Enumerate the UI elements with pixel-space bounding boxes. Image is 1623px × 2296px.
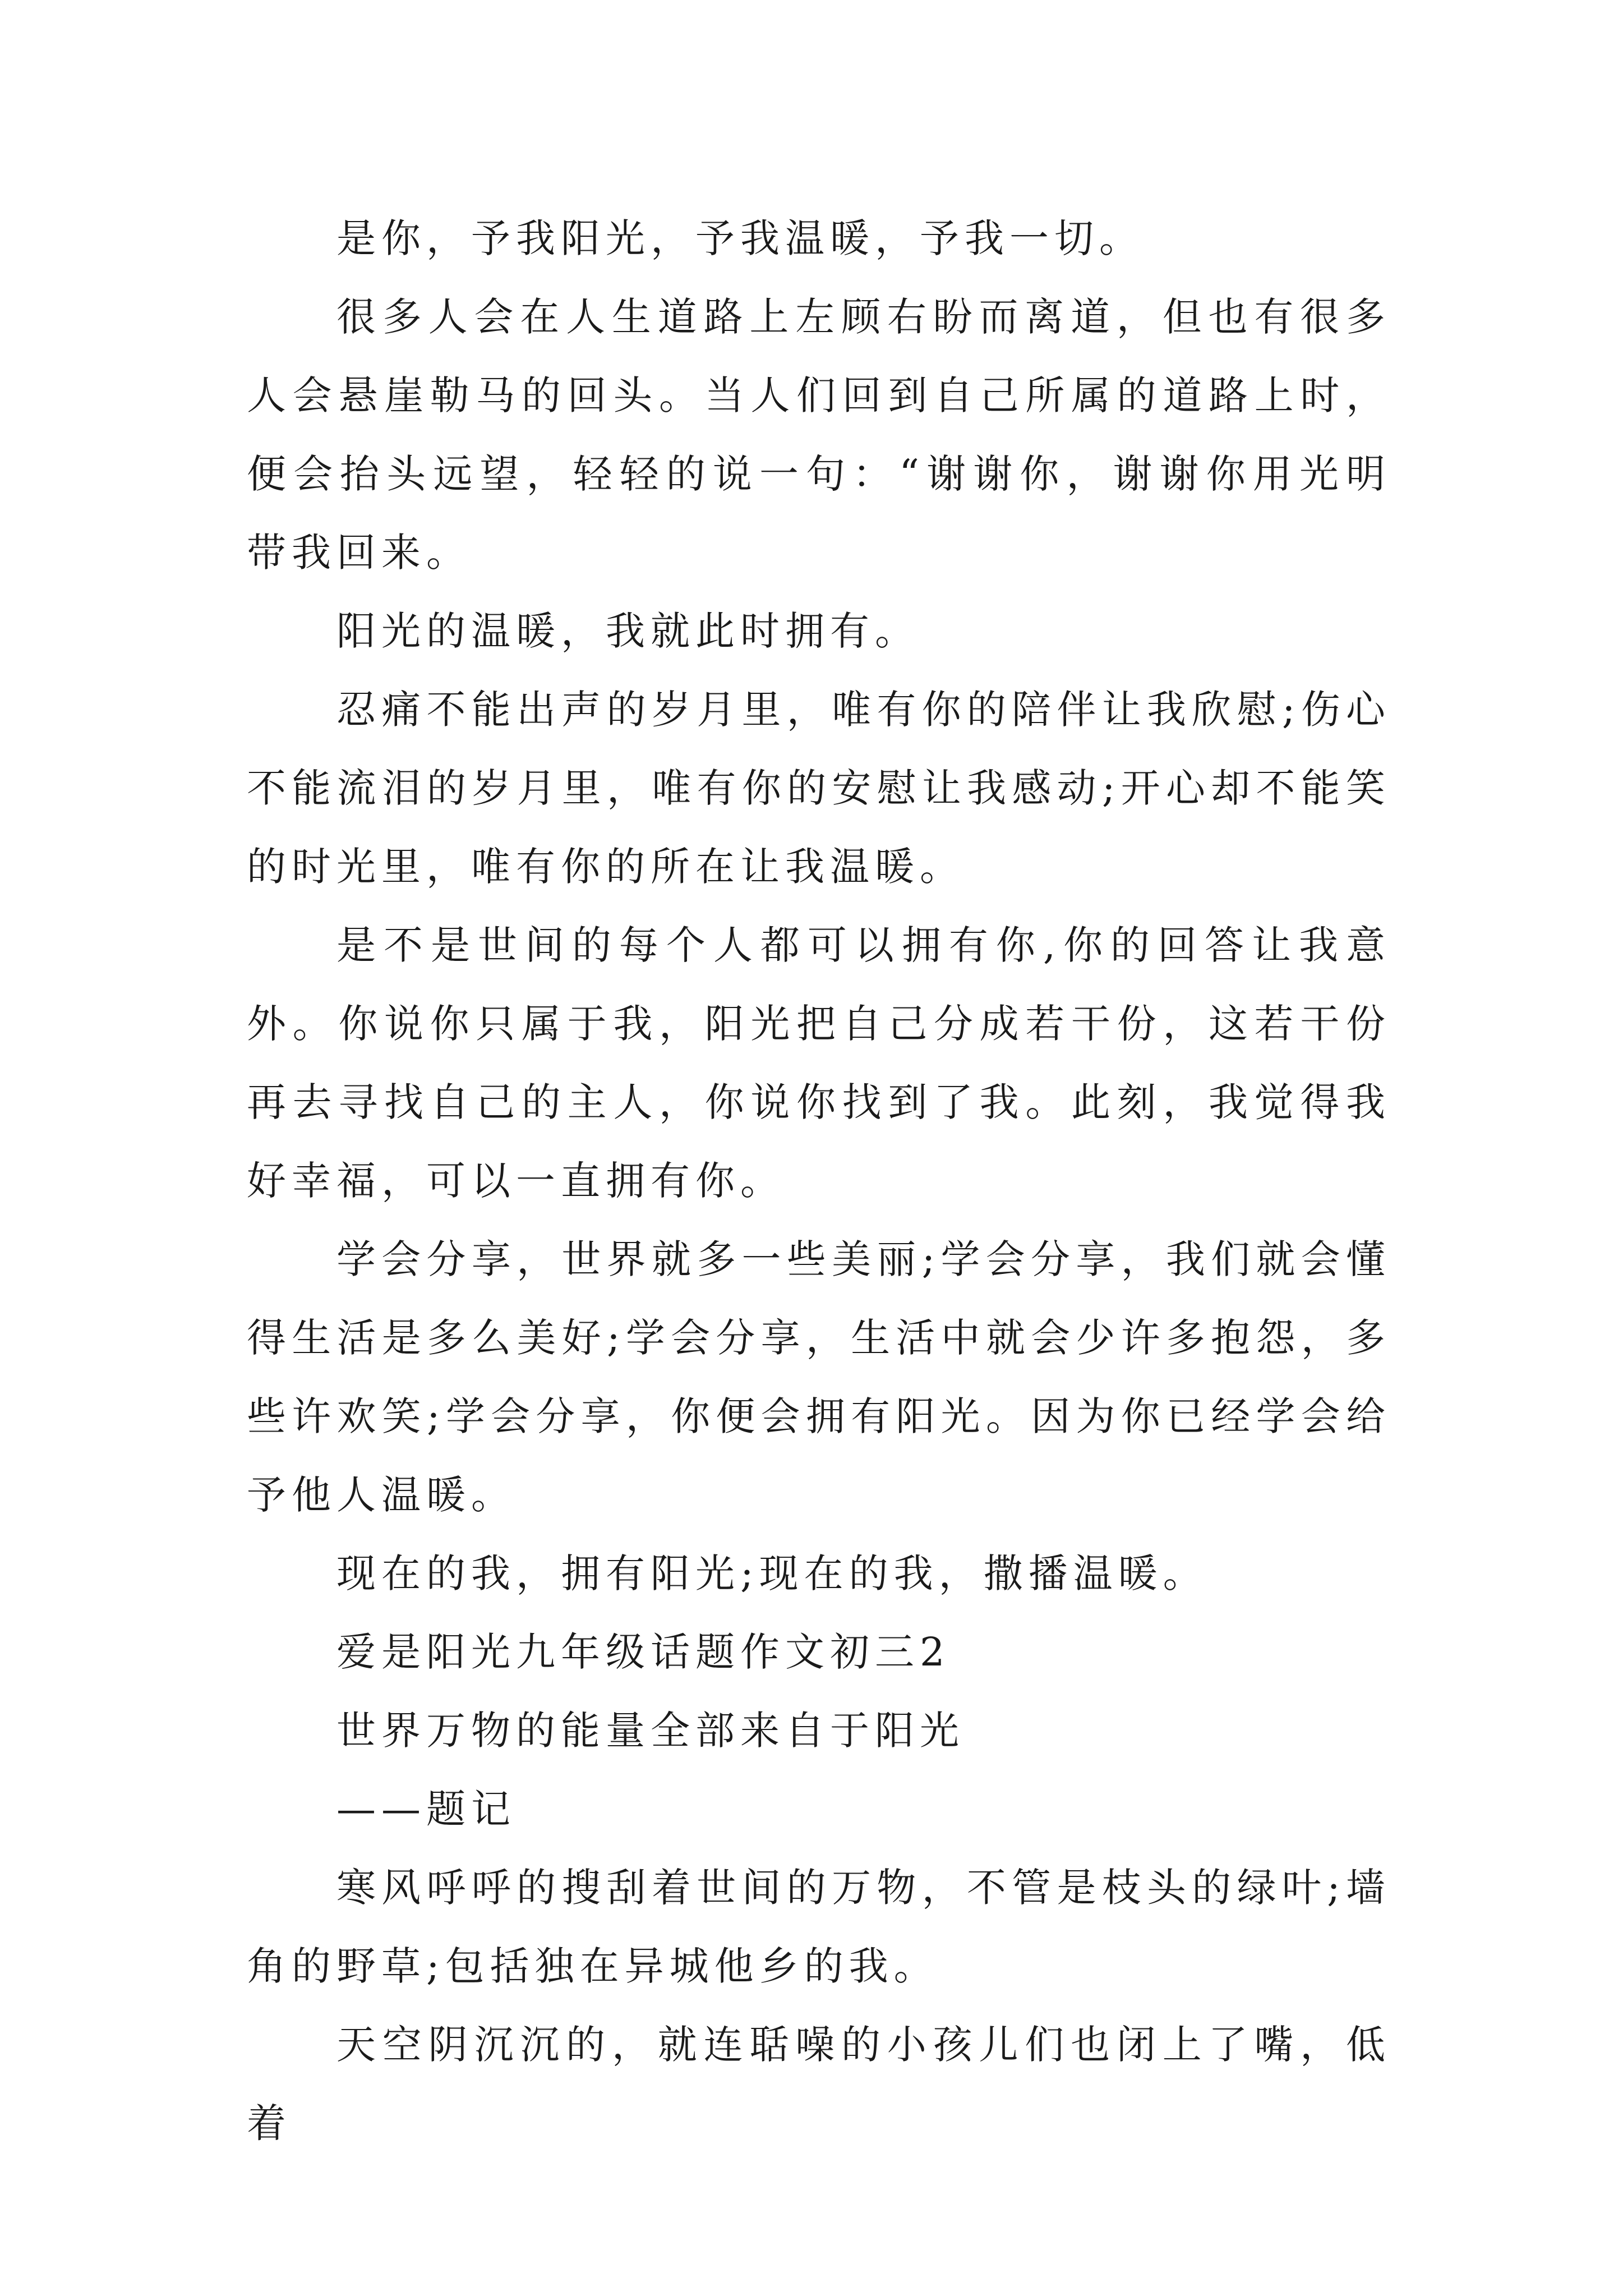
paragraph-8: 寒风呼呼的搜刮着世间的万物，不管是枝头的绿叶;墙角的野草;包括独在异城他乡的我。 — [247, 1865, 1391, 1989]
paragraph-5: 是不是世间的每个人都可以拥有你,你的回答让我意外。你说你只属于我，阳光把自己分成若干份，这若干份再去寻找自己的主人，你说你找到了我。此刻，我觉得我好幸福，可以一直拥有你。 — [247, 922, 1391, 1204]
paragraph-6: 学会分享，世界就多一些美丽;学会分享，我们就会懂得生活是多么美好;学会分享，生活中就会少许多抱怨，多些许欢笑;学会分享，你便会拥有阳光。因为你已经学会给予他人温暖。 — [247, 1236, 1391, 1518]
epigraph-attribution: ——题记 — [336, 1786, 516, 1832]
paragraph-7: 现在的我，拥有阳光;现在的我，撒播温暖。 — [336, 1550, 1208, 1596]
paragraph-3: 阳光的温暖，我就此时拥有。 — [336, 608, 920, 654]
section-title: 爱是阳光九年级话题作文初三2 — [336, 1629, 951, 1675]
document-body — [247, 199, 1391, 2162]
paragraph-1: 是你，予我阳光，予我温暖，予我一切。 — [336, 215, 1144, 261]
paragraph-9: 天空阴沉沉的，就连聒噪的小孩儿们也闭上了嘴，低着 — [247, 2022, 1391, 2146]
paragraph-2: 很多人会在人生道路上左顾右盼而离道，但也有很多人会悬崖勒马的回头。当人们回到自己所属的道路上时，便会抬头远望，轻轻的说一句：“谢谢你，谢谢你用光明带我回来。 — [247, 294, 1391, 576]
epigraph: 世界万物的能量全部来自于阳光 — [336, 1708, 965, 1754]
paragraph-4: 忍痛不能出声的岁月里，唯有你的陪伴让我欣慰;伤心不能流泪的岁月里，唯有你的安慰让我感动;开心却不能笑的时光里，唯有你的所在让我温暖。 — [247, 687, 1391, 890]
